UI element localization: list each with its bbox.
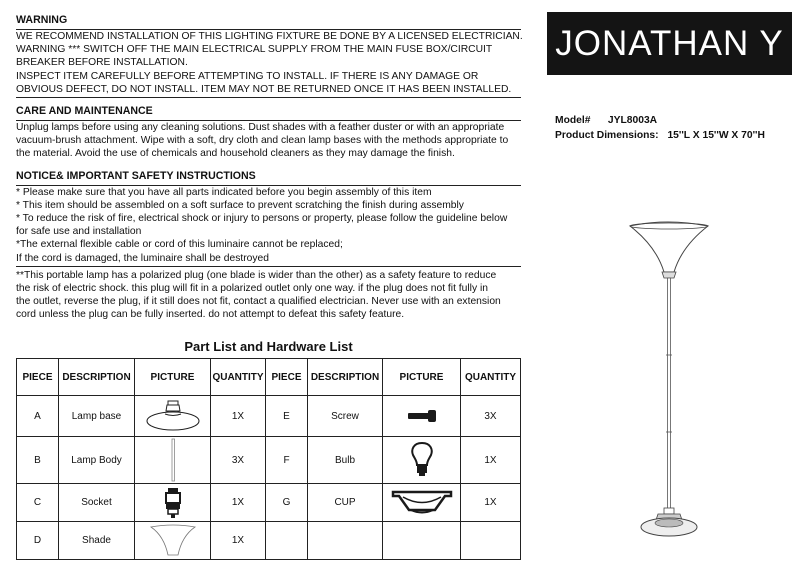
column-header: PIECE <box>266 359 308 396</box>
picture-cell <box>135 484 211 522</box>
table-row <box>17 396 521 437</box>
column-header: QUANTITY <box>461 359 521 396</box>
column-header: PICTURE <box>135 359 211 396</box>
picture-cell <box>135 396 211 437</box>
description-cell: Lamp base <box>59 396 135 437</box>
column-header: DESCRIPTION <box>308 359 383 396</box>
warning-last-line-wrap <box>16 83 521 98</box>
notice-line: *The external flexible cable or cord of this luminaire cannot be replaced; <box>16 239 343 251</box>
picture-cell <box>383 522 461 560</box>
table-row <box>17 484 521 522</box>
parts-table <box>16 358 521 560</box>
column-header: DESCRIPTION <box>59 359 135 396</box>
piece-cell: C <box>17 484 59 522</box>
care-title: CARE AND MAINTENANCE <box>16 105 153 118</box>
socket-icon <box>163 487 183 519</box>
warning-line: WARNING *** SWITCH OFF THE MAIN ELECTRICAL SUPPLY FROM THE MAIN FUSE BOX/CIRCUIT <box>16 44 493 56</box>
notice-line: for safe use and installation <box>16 226 142 238</box>
instructions-column <box>16 14 521 322</box>
bulb-icon <box>407 441 437 479</box>
quantity-cell: 1X <box>211 484 266 522</box>
warning-line: WE RECOMMEND INSTALLATION OF THIS LIGHTING FIXTURE BE DONE BY A LICENSED ELECTRICIAN. <box>16 31 523 42</box>
quantity-cell <box>461 522 521 560</box>
piece-cell <box>266 522 308 560</box>
piece-cell: G <box>266 484 308 522</box>
product-dimensions <box>555 130 765 141</box>
piece-cell: E <box>266 396 308 437</box>
picture-cell <box>383 484 461 522</box>
care-line: Unplug lamps before using any cleaning solutions. Dust shades with a feather duster or with an appropriate <box>16 122 505 134</box>
warning-line: INSPECT ITEM CAREFULLY BEFORE ATTEMPTING TO INSTALL. IF THERE IS ANY DAMAGE OR <box>16 70 479 82</box>
description-cell: Lamp Body <box>59 437 135 484</box>
warning-title: WARNING <box>16 14 68 26</box>
quantity-cell: 3X <box>461 396 521 437</box>
model-number <box>555 115 657 126</box>
brand-logo <box>547 12 792 75</box>
plug-line: **This portable lamp has a polarized plug (one blade is wider than the other) as a safety feature to reduce <box>16 269 497 281</box>
piece-cell: B <box>17 437 59 484</box>
quantity-cell: 1X <box>211 396 266 437</box>
lamp-base-icon <box>143 399 203 433</box>
column-header: QUANTITY <box>211 359 266 396</box>
notice-line: * Please make sure that you have all parts indicated before you begin assembly of this item <box>16 186 432 198</box>
table-row <box>17 437 521 484</box>
notice-title: NOTICE& IMPORTANT SAFETY INSTRUCTIONS <box>16 169 256 182</box>
model-value: JYL8003A <box>607 115 658 126</box>
warning-section <box>16 14 521 30</box>
quantity-cell: 1X <box>461 484 521 522</box>
table-header-row <box>17 359 521 396</box>
description-cell: Bulb <box>308 437 383 484</box>
warning-line: OBVIOUS DEFECT, DO NOT INSTALL. ITEM MAY NOT BE RETURNED ONCE IT HAS BEEN INSTALLED. <box>16 83 512 95</box>
screw-icon <box>392 406 452 426</box>
description-cell: Shade <box>59 522 135 560</box>
plug-line: cord unless the plug can be fully inserted. do not attempt to defeat this safety feature. <box>16 309 405 321</box>
model-label: Model# <box>555 115 591 126</box>
care-line: the material. Avoid the use of chemicals and household cleaners as they may damage the finish. <box>16 148 455 160</box>
description-cell: Socket <box>59 484 135 522</box>
warning-line: BREAKER BEFORE INSTALLATION. <box>16 57 188 69</box>
picture-cell <box>135 437 211 484</box>
description-cell: Screw <box>308 396 383 437</box>
brand-logo-text: JONATHAN Y <box>555 24 784 63</box>
care-section <box>16 105 521 121</box>
lamp-body-icon <box>163 438 183 482</box>
plug-line: the risk of electric shock. this plug will fit in a polarized outlet only one way. if the plug does not fit fully in <box>16 283 488 295</box>
table-row <box>17 522 521 560</box>
cup-icon <box>387 488 457 518</box>
care-line: vacuum-brush attachment. Wipe with a soft, dry cloth and clean lamp bases with the methods appropriate to <box>16 135 509 147</box>
dimensions-label: Product Dimensions: <box>555 130 659 141</box>
plug-line: the outlet, reverse the plug, if it still does not fit, contact a qualified electrician. Never use with an extension <box>16 296 501 308</box>
floor-lamp-icon <box>622 220 722 550</box>
description-cell <box>308 522 383 560</box>
picture-cell <box>135 522 211 560</box>
piece-cell: D <box>17 522 59 560</box>
notice-line: * To reduce the risk of fire, electrical shock or injury to persons or property, please follow the guideline below <box>16 213 508 225</box>
column-header: PIECE <box>17 359 59 396</box>
quantity-cell: 1X <box>211 522 266 560</box>
piece-cell: A <box>17 396 59 437</box>
column-header: PICTURE <box>383 359 461 396</box>
dimensions-value: 15''L X 15''W X 70''H <box>667 130 765 141</box>
picture-cell <box>383 437 461 484</box>
shade-icon <box>148 524 198 558</box>
notice-last-line-wrap <box>16 252 521 267</box>
quantity-cell: 3X <box>211 437 266 484</box>
notice-section <box>16 170 521 186</box>
picture-cell <box>383 396 461 437</box>
notice-line: If the cord is damaged, the luminaire shall be destroyed <box>16 252 269 264</box>
notice-line: * This item should be assembled on a soft surface to prevent scratching the finish during assembly <box>16 199 464 211</box>
quantity-cell: 1X <box>461 437 521 484</box>
parts-list-title: Part List and Hardware List <box>184 339 353 354</box>
piece-cell: F <box>266 437 308 484</box>
description-cell: CUP <box>308 484 383 522</box>
